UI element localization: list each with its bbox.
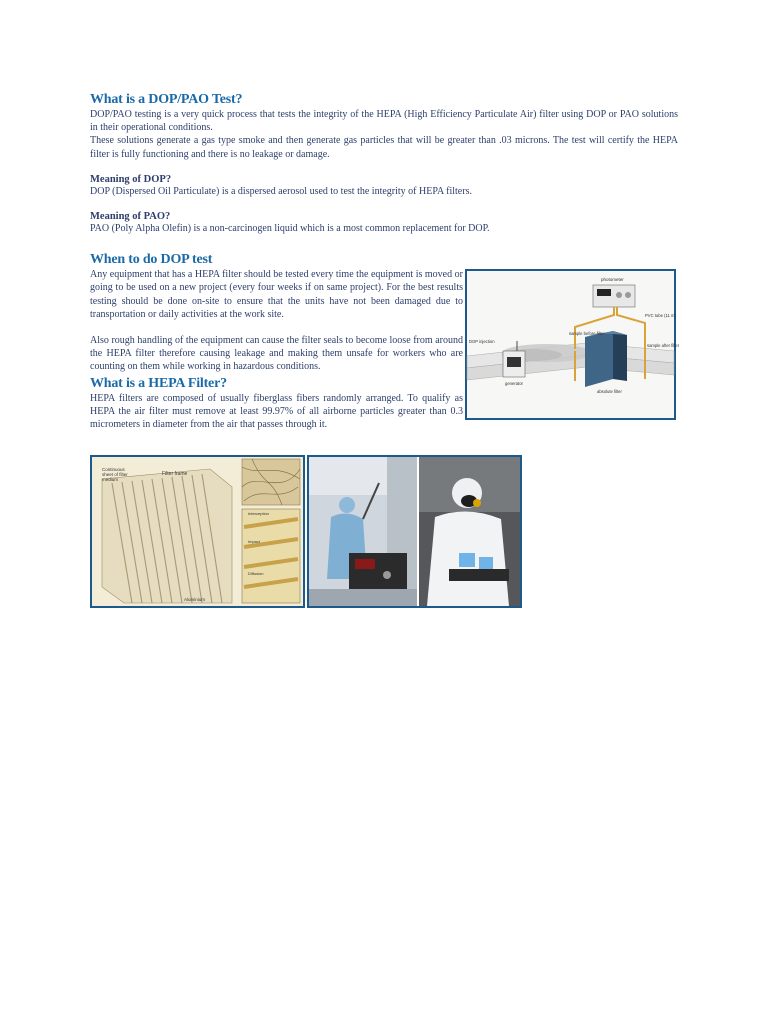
dop-pao-paragraph-1: DOP/PAO testing is a very quick process that tests the integrity of the HEPA (High Efficiency Particulate Air) filter using DOP or PAO solutions in their operational conditions. [90, 109, 678, 134]
label-absolute-filter: absolute filter [597, 389, 622, 395]
when-section [90, 268, 678, 448]
label-sample-before: sample before filter [569, 331, 605, 337]
label-pvc-tube: PVC tube (11 m) [645, 313, 676, 319]
heading-meaning-pao: Meaning of PAO? [90, 211, 171, 223]
hepa-filter-svg [92, 457, 303, 606]
label-diffusion: Diffusion [248, 571, 264, 576]
document-body [90, 92, 678, 448]
technician-photos-svg [309, 457, 520, 606]
label-photometer: photometer [601, 277, 624, 283]
photo-row [90, 455, 522, 608]
label-generator: generator [505, 381, 523, 387]
when-text-column [90, 268, 463, 431]
hepa-paragraph-1: HEPA filters are composed of usually fiberglass fibers randomly arranged. To qualify as HEPA the air filter must remove at least 99.97% of all airborne particles greater than 0.3 micrometers in diameter from the air that passes through it. [90, 392, 463, 431]
label-sheet-of-filter: sheet of filter [102, 472, 128, 477]
label-impact: Impact [248, 539, 261, 544]
dop-test-diagram [465, 269, 680, 420]
label-continuous: Continuous [102, 467, 125, 472]
when-paragraph-1: Any equipment that has a HEPA filter should be tested every time the equipment is moved or going to be used on a new project (every four weeks if on same project). For the best results testing should be done on-site to ensure that the units have not been damaged due to transportation or daily activities at the work site. [90, 269, 463, 320]
label-dop-injection: DOP injection [469, 339, 495, 345]
meaning-dop-text: DOP (Dispersed Oil Particulate) is a dispersed aerosol used to test the integrity of HEPA filters. [90, 185, 472, 197]
label-filter-frame: Filter frame [162, 471, 188, 477]
heading-dop-pao: What is a DOP/PAO Test? [90, 92, 243, 107]
label-aluminium: Aluminium [184, 597, 206, 602]
heading-meaning-dop: Meaning of DOP? [90, 173, 172, 185]
heading-hepa: What is a HEPA Filter? [90, 375, 227, 391]
dop-pao-paragraph-2: These solutions generate a gas type smoke and then generate gas particles that will be greater than .03 microns. The test will certify the HEPA filter is fully functioning and there is no leakage or damage. [90, 135, 678, 160]
meaning-pao-text: PAO (Poly Alpha Olefin) is a non-carcinogen liquid which is a most common replacement for DOP. [90, 223, 490, 235]
hepa-filter-illustration [90, 455, 305, 608]
label-sample-after: sample after filter [647, 343, 680, 349]
dop-test-diagram-svg [467, 271, 680, 418]
heading-when: When to do DOP test [90, 252, 213, 268]
label-medium: medium [102, 477, 119, 482]
technician-photos [307, 455, 522, 608]
when-paragraph-2: Also rough handling of the equipment can cause the filter seals to become loose from around the HEPA filter therefore causing leakage and making them unsafe for workers who are counting on them while working in hazardous conditions. [90, 335, 463, 373]
label-interception: Interception [248, 511, 269, 516]
